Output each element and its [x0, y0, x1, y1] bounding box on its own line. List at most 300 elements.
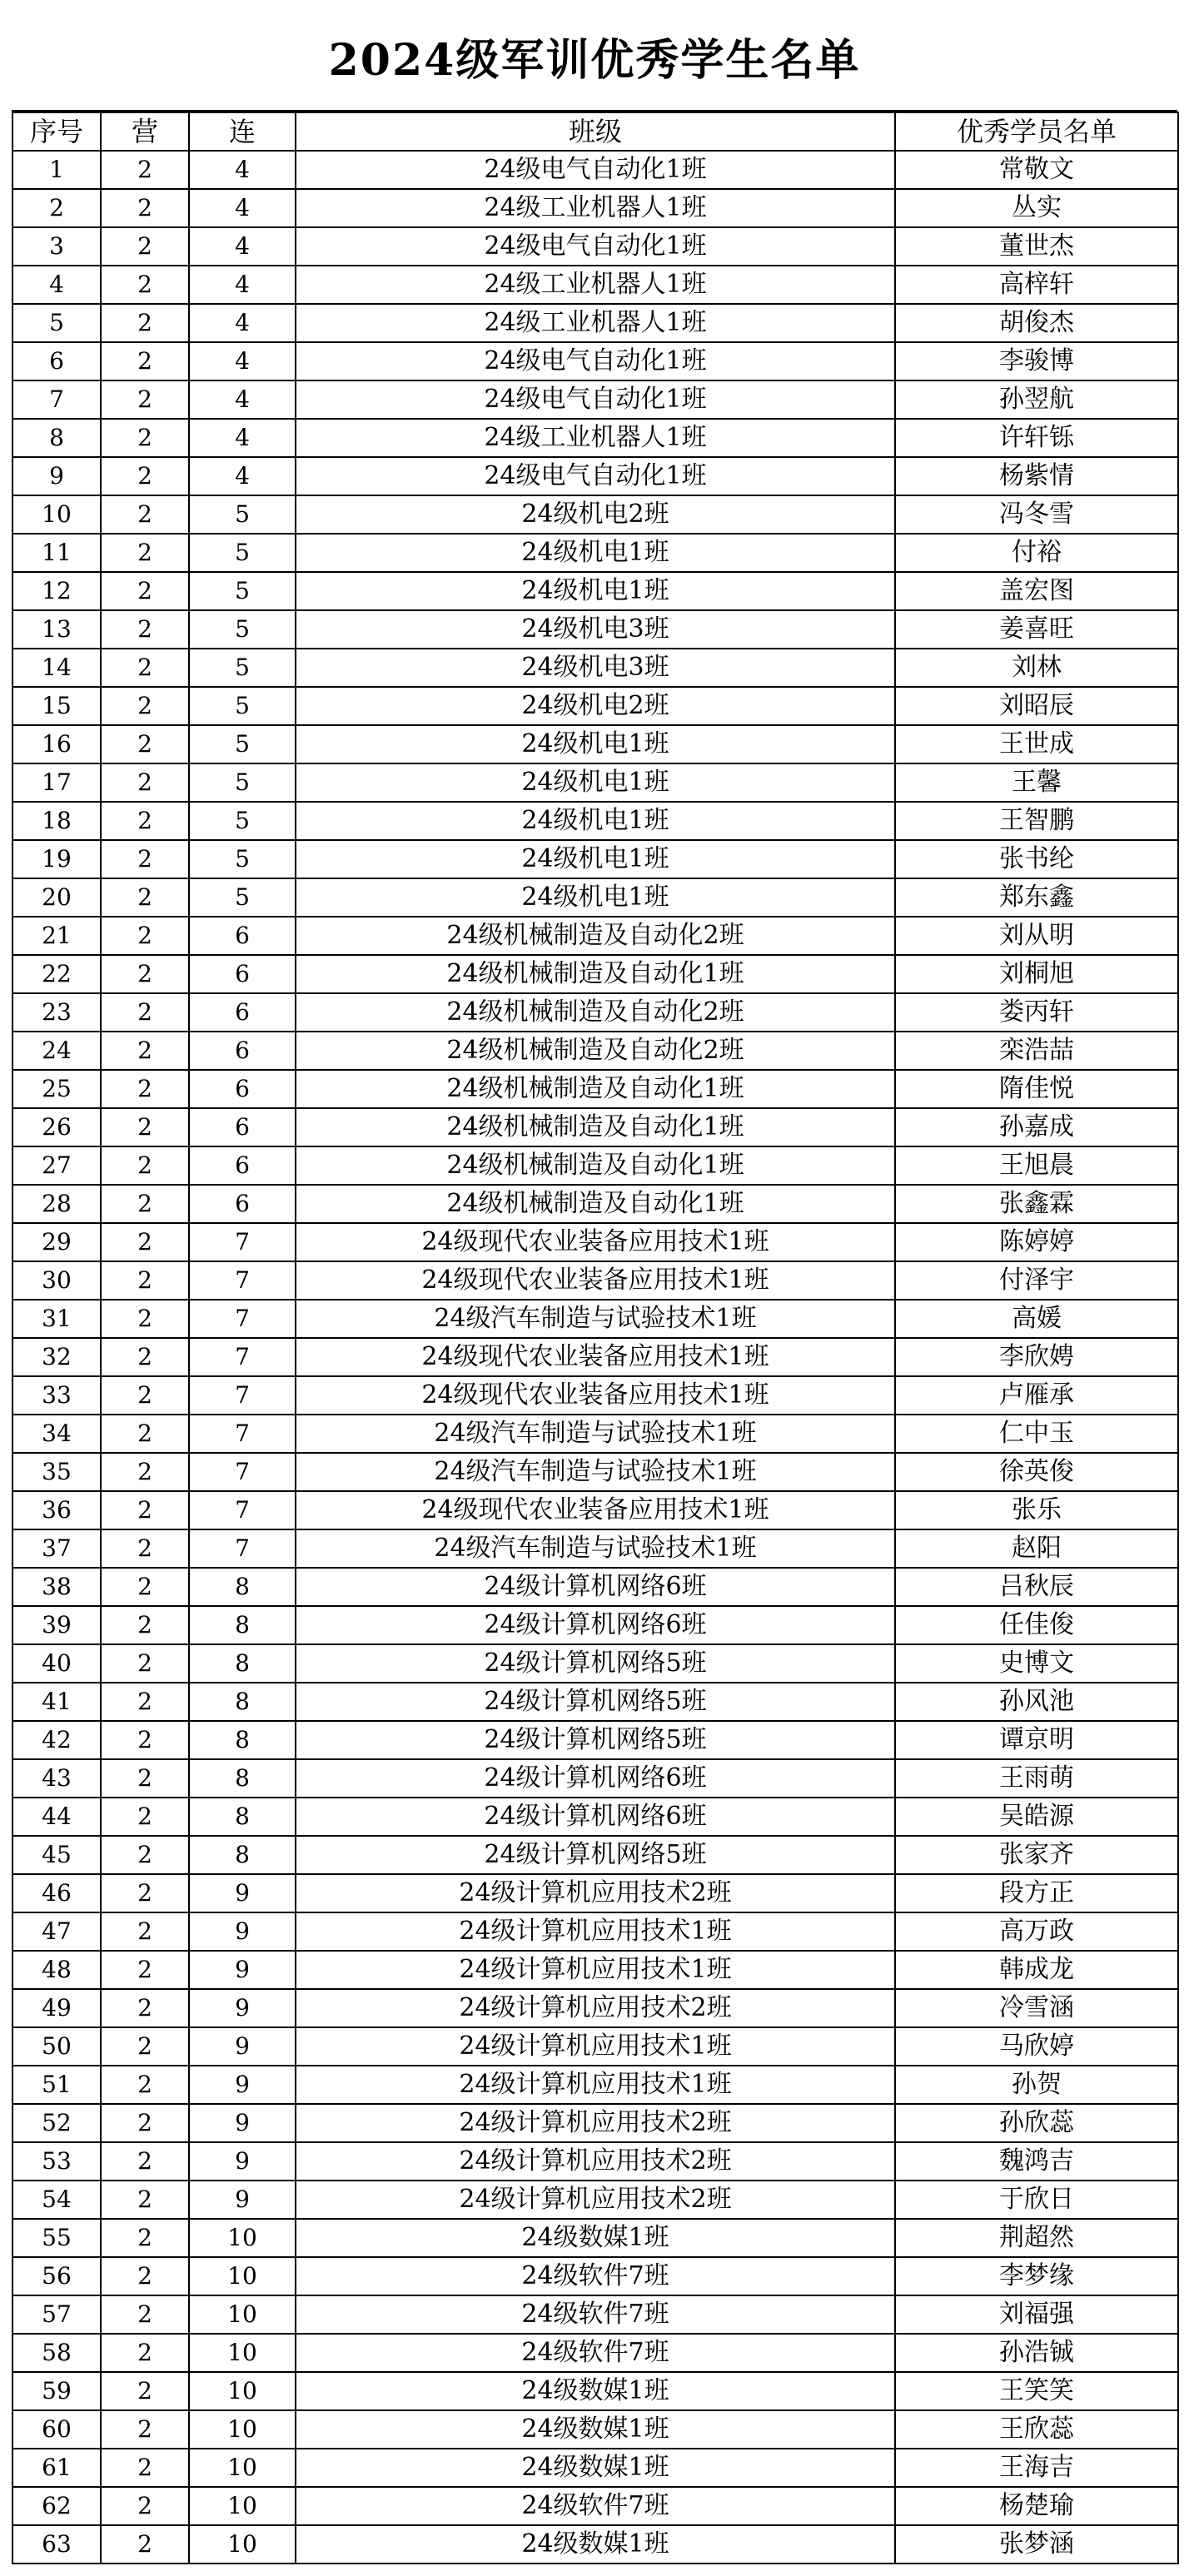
- cell-battalion: 2: [101, 917, 189, 955]
- cell-class: 24级机械制造及自动化2班: [296, 1032, 895, 1070]
- cell-battalion: 2: [101, 1721, 189, 1759]
- cell-class: 24级电气自动化1班: [296, 457, 895, 495]
- cell-battalion: 2: [101, 1491, 189, 1529]
- table-row: [12, 2181, 1178, 2219]
- cell-student: 冯冬雪: [895, 495, 1178, 534]
- cell-battalion: 2: [101, 1376, 189, 1415]
- cell-student: 刘福强: [895, 2295, 1178, 2334]
- table-row: [12, 1951, 1178, 1989]
- table-row: [12, 1300, 1178, 1338]
- cell-student: 冷雪涵: [895, 1989, 1178, 2027]
- cell-student: 盖宏图: [895, 572, 1178, 610]
- table-row: [12, 1644, 1178, 1683]
- table-row: [12, 1529, 1178, 1568]
- cell-student: 杨楚瑜: [895, 2487, 1178, 2525]
- cell-battalion: 2: [101, 2104, 189, 2142]
- table-row: [12, 725, 1178, 763]
- cell-index: 49: [12, 1989, 101, 2027]
- cell-battalion: 2: [101, 1185, 189, 1223]
- cell-class: 24级数媒1班: [296, 2525, 895, 2564]
- cell-company: 5: [189, 878, 296, 917]
- cell-index: 37: [12, 1529, 101, 1568]
- cell-class: 24级计算机网络6班: [296, 1606, 895, 1644]
- table-row: [12, 572, 1178, 610]
- cell-class: 24级汽车制造与试验技术1班: [296, 1453, 895, 1491]
- header-battalion: 营: [101, 112, 189, 151]
- cell-class: 24级机械制造及自动化1班: [296, 1108, 895, 1146]
- cell-company: 9: [189, 1874, 296, 1912]
- cell-student: 王世成: [895, 725, 1178, 763]
- cell-student: 隋佳悦: [895, 1070, 1178, 1108]
- table-row: [12, 802, 1178, 840]
- cell-class: 24级电气自动化1班: [296, 151, 895, 189]
- cell-class: 24级电气自动化1班: [296, 342, 895, 380]
- cell-company: 10: [189, 2372, 296, 2410]
- cell-student: 张书纶: [895, 840, 1178, 878]
- cell-student: 刘昭辰: [895, 687, 1178, 725]
- cell-battalion: 2: [101, 2487, 189, 2525]
- cell-student: 马欣婷: [895, 2027, 1178, 2066]
- cell-class: 24级机械制造及自动化1班: [296, 1146, 895, 1185]
- cell-student: 李梦缘: [895, 2257, 1178, 2295]
- table-row: [12, 342, 1178, 380]
- cell-class: 24级机电1班: [296, 763, 895, 802]
- table-row: [12, 534, 1178, 572]
- cell-index: 44: [12, 1798, 101, 1836]
- cell-company: 10: [189, 2449, 296, 2487]
- table-row: [12, 457, 1178, 495]
- table-row: [12, 878, 1178, 917]
- cell-class: 24级机械制造及自动化2班: [296, 993, 895, 1032]
- cell-class: 24级数媒1班: [296, 2372, 895, 2410]
- cell-index: 16: [12, 725, 101, 763]
- cell-student: 吴皓源: [895, 1798, 1178, 1836]
- cell-student: 娄丙轩: [895, 993, 1178, 1032]
- cell-student: 付泽宇: [895, 1261, 1178, 1300]
- cell-company: 5: [189, 840, 296, 878]
- cell-class: 24级汽车制造与试验技术1班: [296, 1415, 895, 1453]
- table-row: [12, 1759, 1178, 1798]
- cell-index: 11: [12, 534, 101, 572]
- cell-index: 60: [12, 2410, 101, 2449]
- cell-index: 29: [12, 1223, 101, 1261]
- cell-company: 5: [189, 649, 296, 687]
- cell-company: 10: [189, 2295, 296, 2334]
- cell-index: 13: [12, 610, 101, 649]
- cell-class: 24级数媒1班: [296, 2449, 895, 2487]
- cell-index: 43: [12, 1759, 101, 1798]
- cell-company: 9: [189, 2104, 296, 2142]
- cell-index: 54: [12, 2181, 101, 2219]
- cell-battalion: 2: [101, 1338, 189, 1376]
- cell-battalion: 2: [101, 2372, 189, 2410]
- table-row: [12, 649, 1178, 687]
- cell-student: 刘林: [895, 649, 1178, 687]
- cell-class: 24级现代农业装备应用技术1班: [296, 1261, 895, 1300]
- cell-battalion: 2: [101, 534, 189, 572]
- cell-student: 常敬文: [895, 151, 1178, 189]
- cell-class: 24级计算机网络6班: [296, 1759, 895, 1798]
- table-row: [12, 993, 1178, 1032]
- cell-battalion: 2: [101, 227, 189, 266]
- cell-company: 5: [189, 572, 296, 610]
- cell-battalion: 2: [101, 2410, 189, 2449]
- cell-class: 24级工业机器人1班: [296, 189, 895, 227]
- cell-battalion: 2: [101, 763, 189, 802]
- header-index: 序号: [12, 112, 101, 151]
- cell-battalion: 2: [101, 419, 189, 457]
- cell-class: 24级计算机应用技术1班: [296, 1912, 895, 1951]
- cell-class: 24级机电1班: [296, 802, 895, 840]
- table-row: [12, 1185, 1178, 1223]
- table-row: [12, 1146, 1178, 1185]
- cell-student: 孙翌航: [895, 380, 1178, 419]
- cell-index: 2: [12, 189, 101, 227]
- cell-company: 7: [189, 1415, 296, 1453]
- cell-battalion: 2: [101, 2449, 189, 2487]
- cell-company: 7: [189, 1338, 296, 1376]
- cell-battalion: 2: [101, 572, 189, 610]
- table-row: [12, 227, 1178, 266]
- cell-class: 24级电气自动化1班: [296, 227, 895, 266]
- cell-company: 4: [189, 380, 296, 419]
- cell-student: 孙嘉成: [895, 1108, 1178, 1146]
- table-row: [12, 1568, 1178, 1606]
- cell-student: 郑东鑫: [895, 878, 1178, 917]
- table-row: [12, 2142, 1178, 2181]
- cell-student: 杨紫情: [895, 457, 1178, 495]
- cell-company: 6: [189, 1070, 296, 1108]
- cell-battalion: 2: [101, 1874, 189, 1912]
- cell-company: 10: [189, 2487, 296, 2525]
- cell-index: 18: [12, 802, 101, 840]
- cell-student: 刘桐旭: [895, 955, 1178, 993]
- cell-class: 24级机械制造及自动化2班: [296, 917, 895, 955]
- table-body: [12, 151, 1178, 2564]
- cell-index: 42: [12, 1721, 101, 1759]
- cell-battalion: 2: [101, 1529, 189, 1568]
- cell-class: 24级数媒1班: [296, 2219, 895, 2257]
- cell-company: 8: [189, 1683, 296, 1721]
- cell-company: 4: [189, 304, 296, 342]
- cell-index: 55: [12, 2219, 101, 2257]
- cell-index: 41: [12, 1683, 101, 1721]
- cell-index: 23: [12, 993, 101, 1032]
- cell-company: 10: [189, 2219, 296, 2257]
- cell-student: 仁中玉: [895, 1415, 1178, 1453]
- cell-battalion: 2: [101, 2066, 189, 2104]
- header-student: 优秀学员名单: [895, 112, 1178, 151]
- cell-battalion: 2: [101, 802, 189, 840]
- cell-index: 21: [12, 917, 101, 955]
- table-row: [12, 1376, 1178, 1415]
- cell-class: 24级现代农业装备应用技术1班: [296, 1338, 895, 1376]
- cell-battalion: 2: [101, 1261, 189, 1300]
- cell-battalion: 2: [101, 1108, 189, 1146]
- cell-index: 33: [12, 1376, 101, 1415]
- cell-class: 24级数媒1班: [296, 2410, 895, 2449]
- table-row: [12, 1683, 1178, 1721]
- cell-student: 任佳俊: [895, 1606, 1178, 1644]
- cell-student: 李骏博: [895, 342, 1178, 380]
- cell-class: 24级电气自动化1班: [296, 380, 895, 419]
- cell-battalion: 2: [101, 495, 189, 534]
- cell-company: 5: [189, 763, 296, 802]
- cell-index: 50: [12, 2027, 101, 2066]
- cell-battalion: 2: [101, 342, 189, 380]
- cell-battalion: 2: [101, 610, 189, 649]
- cell-company: 4: [189, 266, 296, 304]
- table-row: [12, 955, 1178, 993]
- cell-battalion: 2: [101, 2181, 189, 2219]
- cell-battalion: 2: [101, 993, 189, 1032]
- cell-company: 9: [189, 1989, 296, 2027]
- cell-class: 24级计算机网络6班: [296, 1798, 895, 1836]
- cell-index: 45: [12, 1836, 101, 1874]
- cell-student: 谭京明: [895, 1721, 1178, 1759]
- cell-class: 24级计算机网络5班: [296, 1644, 895, 1683]
- cell-index: 46: [12, 1874, 101, 1912]
- cell-class: 24级计算机应用技术2班: [296, 1989, 895, 2027]
- cell-battalion: 2: [101, 955, 189, 993]
- table-row: [12, 1491, 1178, 1529]
- table-row: [12, 1032, 1178, 1070]
- cell-index: 57: [12, 2295, 101, 2334]
- cell-class: 24级现代农业装备应用技术1班: [296, 1491, 895, 1529]
- cell-battalion: 2: [101, 1644, 189, 1683]
- cell-student: 张鑫霖: [895, 1185, 1178, 1223]
- cell-company: 5: [189, 495, 296, 534]
- cell-battalion: 2: [101, 1300, 189, 1338]
- cell-company: 7: [189, 1300, 296, 1338]
- cell-battalion: 2: [101, 1223, 189, 1261]
- cell-student: 姜喜旺: [895, 610, 1178, 649]
- cell-battalion: 2: [101, 2219, 189, 2257]
- cell-company: 6: [189, 1146, 296, 1185]
- cell-battalion: 2: [101, 2295, 189, 2334]
- cell-company: 4: [189, 419, 296, 457]
- cell-battalion: 2: [101, 457, 189, 495]
- cell-battalion: 2: [101, 1606, 189, 1644]
- cell-index: 40: [12, 1644, 101, 1683]
- cell-company: 10: [189, 2257, 296, 2295]
- cell-index: 3: [12, 227, 101, 266]
- cell-student: 王雨萌: [895, 1759, 1178, 1798]
- table-row: [12, 1453, 1178, 1491]
- cell-class: 24级机电1班: [296, 725, 895, 763]
- cell-index: 53: [12, 2142, 101, 2181]
- cell-index: 17: [12, 763, 101, 802]
- cell-company: 6: [189, 1185, 296, 1223]
- cell-battalion: 2: [101, 1453, 189, 1491]
- cell-student: 许轩铄: [895, 419, 1178, 457]
- cell-class: 24级机电3班: [296, 649, 895, 687]
- cell-index: 28: [12, 1185, 101, 1223]
- cell-index: 30: [12, 1261, 101, 1300]
- cell-student: 刘从明: [895, 917, 1178, 955]
- header-company: 连: [189, 112, 296, 151]
- cell-student: 张家齐: [895, 1836, 1178, 1874]
- cell-battalion: 2: [101, 1989, 189, 2027]
- cell-index: 20: [12, 878, 101, 917]
- table-row: [12, 917, 1178, 955]
- cell-battalion: 2: [101, 2257, 189, 2295]
- table-row: [12, 266, 1178, 304]
- table-row: [12, 2372, 1178, 2410]
- cell-class: 24级机电3班: [296, 610, 895, 649]
- cell-company: 8: [189, 1644, 296, 1683]
- cell-student: 段方正: [895, 1874, 1178, 1912]
- cell-index: 61: [12, 2449, 101, 2487]
- cell-index: 56: [12, 2257, 101, 2295]
- cell-index: 12: [12, 572, 101, 610]
- table-row: [12, 1223, 1178, 1261]
- cell-company: 9: [189, 2066, 296, 2104]
- cell-student: 王旭晨: [895, 1146, 1178, 1185]
- cell-company: 8: [189, 1721, 296, 1759]
- cell-battalion: 2: [101, 1759, 189, 1798]
- table-row: [12, 1261, 1178, 1300]
- cell-student: 孙欣蕊: [895, 2104, 1178, 2142]
- cell-student: 赵阳: [895, 1529, 1178, 1568]
- cell-index: 27: [12, 1146, 101, 1185]
- table-row: [12, 2334, 1178, 2372]
- table-row: [12, 2525, 1178, 2564]
- cell-class: 24级软件7班: [296, 2295, 895, 2334]
- table-row: [12, 763, 1178, 802]
- cell-class: 24级计算机网络5班: [296, 1836, 895, 1874]
- cell-company: 5: [189, 534, 296, 572]
- table-row: [12, 1989, 1178, 2027]
- cell-battalion: 2: [101, 2027, 189, 2066]
- table-row: [12, 2257, 1178, 2295]
- cell-company: 5: [189, 610, 296, 649]
- cell-student: 张乐: [895, 1491, 1178, 1529]
- cell-battalion: 2: [101, 1912, 189, 1951]
- cell-student: 王笑笑: [895, 2372, 1178, 2410]
- cell-class: 24级机械制造及自动化1班: [296, 955, 895, 993]
- cell-company: 6: [189, 1108, 296, 1146]
- cell-class: 24级现代农业装备应用技术1班: [296, 1376, 895, 1415]
- cell-student: 付裕: [895, 534, 1178, 572]
- cell-class: 24级机电1班: [296, 878, 895, 917]
- cell-company: 7: [189, 1453, 296, 1491]
- cell-company: 6: [189, 917, 296, 955]
- cell-company: 5: [189, 725, 296, 763]
- cell-index: 14: [12, 649, 101, 687]
- cell-class: 24级机电1班: [296, 534, 895, 572]
- cell-index: 6: [12, 342, 101, 380]
- cell-company: 9: [189, 1912, 296, 1951]
- cell-student: 徐英俊: [895, 1453, 1178, 1491]
- cell-index: 36: [12, 1491, 101, 1529]
- cell-index: 35: [12, 1453, 101, 1491]
- cell-student: 韩成龙: [895, 1951, 1178, 1989]
- cell-company: 8: [189, 1606, 296, 1644]
- cell-class: 24级汽车制造与试验技术1班: [296, 1300, 895, 1338]
- table-row: [12, 2449, 1178, 2487]
- table-row: [12, 1338, 1178, 1376]
- cell-class: 24级机电2班: [296, 687, 895, 725]
- table-row: [12, 840, 1178, 878]
- table-row: [12, 2066, 1178, 2104]
- cell-class: 24级机电2班: [296, 495, 895, 534]
- cell-battalion: 2: [101, 1070, 189, 1108]
- cell-student: 栾浩喆: [895, 1032, 1178, 1070]
- cell-student: 魏鸿吉: [895, 2142, 1178, 2181]
- cell-class: 24级机电1班: [296, 840, 895, 878]
- cell-class: 24级计算机应用技术2班: [296, 2181, 895, 2219]
- table-row: [12, 151, 1178, 189]
- cell-index: 63: [12, 2525, 101, 2564]
- cell-battalion: 2: [101, 151, 189, 189]
- cell-company: 5: [189, 687, 296, 725]
- cell-class: 24级现代农业装备应用技术1班: [296, 1223, 895, 1261]
- cell-index: 15: [12, 687, 101, 725]
- cell-class: 24级工业机器人1班: [296, 304, 895, 342]
- cell-index: 31: [12, 1300, 101, 1338]
- cell-battalion: 2: [101, 878, 189, 917]
- cell-company: 7: [189, 1261, 296, 1300]
- cell-student: 王智鹏: [895, 802, 1178, 840]
- cell-company: 10: [189, 2525, 296, 2564]
- cell-class: 24级工业机器人1班: [296, 266, 895, 304]
- header-row: [12, 112, 1178, 151]
- cell-company: 10: [189, 2334, 296, 2372]
- table-row: [12, 1606, 1178, 1644]
- cell-class: 24级机械制造及自动化1班: [296, 1070, 895, 1108]
- cell-index: 22: [12, 955, 101, 993]
- cell-student: 董世杰: [895, 227, 1178, 266]
- cell-index: 62: [12, 2487, 101, 2525]
- cell-battalion: 2: [101, 266, 189, 304]
- cell-class: 24级计算机应用技术1班: [296, 2027, 895, 2066]
- cell-index: 38: [12, 1568, 101, 1606]
- table-row: [12, 1874, 1178, 1912]
- cell-student: 孙贺: [895, 2066, 1178, 2104]
- cell-index: 47: [12, 1912, 101, 1951]
- table-row: [12, 380, 1178, 419]
- cell-class: 24级计算机应用技术2班: [296, 2142, 895, 2181]
- cell-student: 吕秋辰: [895, 1568, 1178, 1606]
- table-row: [12, 687, 1178, 725]
- cell-student: 孙风池: [895, 1683, 1178, 1721]
- cell-battalion: 2: [101, 2142, 189, 2181]
- table-row: [12, 1798, 1178, 1836]
- cell-student: 孙浩铖: [895, 2334, 1178, 2372]
- cell-battalion: 2: [101, 840, 189, 878]
- table-row: [12, 610, 1178, 649]
- cell-company: 7: [189, 1529, 296, 1568]
- cell-company: 9: [189, 1951, 296, 1989]
- cell-battalion: 2: [101, 1951, 189, 1989]
- cell-student: 张梦涵: [895, 2525, 1178, 2564]
- table-row: [12, 1415, 1178, 1453]
- cell-class: 24级汽车制造与试验技术1班: [296, 1529, 895, 1568]
- cell-company: 10: [189, 2410, 296, 2449]
- cell-battalion: 2: [101, 649, 189, 687]
- cell-battalion: 2: [101, 1568, 189, 1606]
- cell-company: 4: [189, 227, 296, 266]
- table-row: [12, 2410, 1178, 2449]
- cell-battalion: 2: [101, 1798, 189, 1836]
- cell-student: 王欣蕊: [895, 2410, 1178, 2449]
- cell-battalion: 2: [101, 2334, 189, 2372]
- cell-battalion: 2: [101, 687, 189, 725]
- cell-class: 24级计算机网络5班: [296, 1721, 895, 1759]
- cell-student: 李欣娉: [895, 1338, 1178, 1376]
- cell-index: 39: [12, 1606, 101, 1644]
